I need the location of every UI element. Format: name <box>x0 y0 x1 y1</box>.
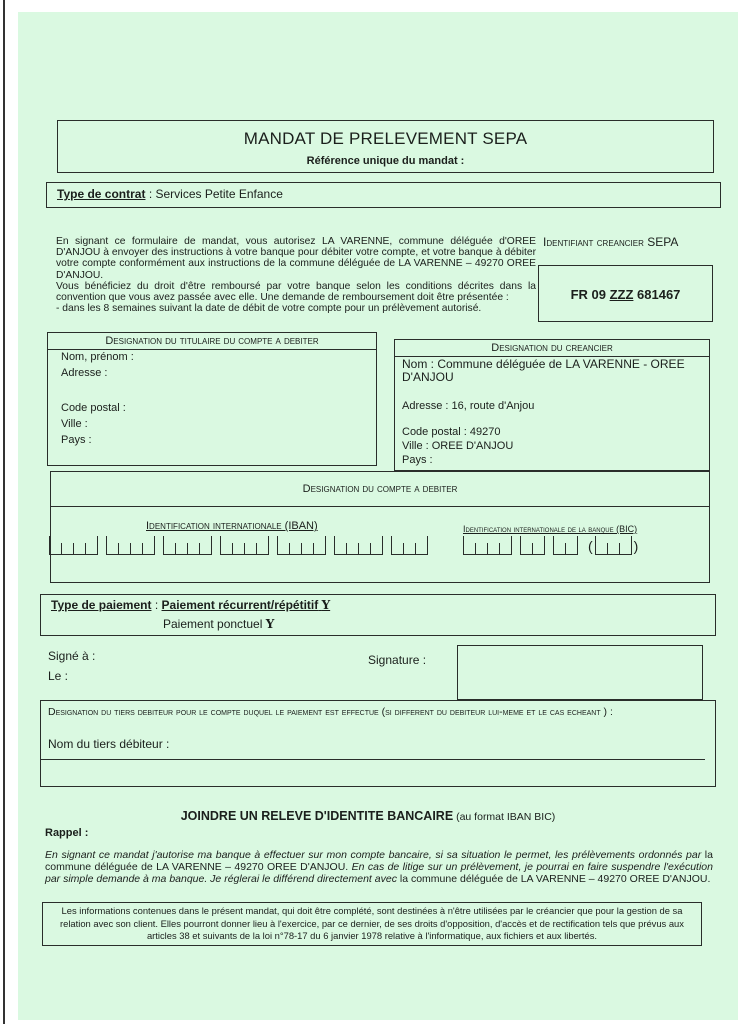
account-box <box>50 471 710 583</box>
open-paren: ( <box>588 537 593 554</box>
bic-group[interactable] <box>463 536 512 555</box>
character-cell[interactable] <box>620 536 632 554</box>
reminder-label: Rappel : <box>45 827 89 839</box>
character-cell[interactable] <box>131 543 143 554</box>
iban-group[interactable] <box>391 536 428 555</box>
bic-optional-group[interactable] <box>595 536 632 555</box>
account-header-divider <box>51 506 709 507</box>
checkbox-icon[interactable]: Y <box>321 598 331 612</box>
attach-rib-notice <box>18 807 718 825</box>
character-cell[interactable] <box>488 543 500 554</box>
character-cell[interactable] <box>416 536 428 554</box>
legal-notice-text: Les informations contenues dans le présent mandat, qui doit être complété, sont destinées à n'être utilisées par le créancier que pour la gestion de sa relation avec son client. Elles pourront donner lieu à l'exercice, par ce dernier, de ses droits d'opposition, d'accès et de rectification tels que prévus aux articles 38 et suivants de la loi n°78-17 du 6 janvier 1978 relative à l'informatique, aux fichiers et aux libertés. <box>60 905 684 941</box>
character-cell[interactable] <box>566 536 578 554</box>
bic-input[interactable] <box>463 536 640 555</box>
character-cell[interactable] <box>245 543 257 554</box>
character-cell[interactable] <box>143 536 155 554</box>
character-cell[interactable] <box>371 536 383 554</box>
close-paren: ) <box>633 537 639 554</box>
debtor-header-divider <box>48 349 376 350</box>
signed-at-field[interactable]: Signé à : <box>48 649 96 663</box>
reminder-text-part1: En signant ce mandat j'autorise ma banque à effectuer sur mon compte bancaire, si sa situation le permet, les prélèvements ordonnés par <box>45 849 702 861</box>
character-cell[interactable] <box>200 536 212 554</box>
character-cell[interactable] <box>314 536 326 554</box>
iban-group[interactable] <box>277 536 326 555</box>
character-cell[interactable] <box>500 536 512 554</box>
creditor-id-prefix: FR 09 <box>570 287 610 302</box>
debtor-header: Designation du titulaire du compte a debiter <box>105 335 319 347</box>
reminder-text-part3: En cas de litige sur un prélèvement, je pourrai en faire suspendre l'exécution par simple demande à ma banque. Je réglerai le différend directement avec <box>45 860 713 885</box>
creditor-address: Adresse : 16, route d'Anjou <box>402 400 535 412</box>
payment-type-row-recurrent <box>51 598 330 612</box>
iban-group[interactable] <box>334 536 383 555</box>
character-cell[interactable] <box>62 543 74 554</box>
bic-label: Identification internationale de la banque (BIC) <box>463 524 638 534</box>
creditor-name: Nom : Commune déléguée de LA VARENNE - OREE D'ANJOU <box>402 357 685 384</box>
date-field[interactable]: Le : <box>48 669 69 683</box>
character-cell[interactable] <box>221 543 233 554</box>
iban-input[interactable] <box>49 536 436 555</box>
intro-paragraph-2: Vous bénéficiez du droit d'être remboursé par votre banque selon les conditions décrites dans la convention que vous avez passée avec elle. Une demande de remboursement doit être présentée : <box>56 280 536 304</box>
creditor-box <box>394 339 710 471</box>
payment-oneoff-option[interactable] <box>163 617 274 631</box>
third-party-header: Designation du tiers debiteur pour le compte duquel le paiement est effectue (si different du debiteur lui-meme et le cas echeant ) : <box>48 706 613 718</box>
iban-group[interactable] <box>220 536 269 555</box>
character-cell[interactable] <box>290 543 302 554</box>
debtor-city-field[interactable]: Ville : <box>61 418 88 430</box>
creditor-city: Ville : OREE D'ANJOU <box>402 440 514 452</box>
mandate-reference-label: Référence unique du mandat : <box>306 155 465 167</box>
title-box <box>57 120 714 173</box>
character-cell[interactable] <box>554 543 566 554</box>
iban-group[interactable] <box>163 536 212 555</box>
reminder-text-part2: la commune déléguée de LA VARENNE – 49270 OREE D'ANJOU. <box>45 849 713 873</box>
contract-type-box <box>46 182 721 208</box>
character-cell[interactable] <box>257 536 269 554</box>
reminder-text <box>45 850 713 885</box>
creditor-id-box <box>538 265 713 322</box>
character-cell[interactable] <box>476 543 488 554</box>
character-cell[interactable] <box>404 543 416 554</box>
character-cell[interactable] <box>107 543 119 554</box>
character-cell[interactable] <box>392 543 404 554</box>
payment-type-box <box>40 594 716 636</box>
bic-group[interactable] <box>520 536 545 555</box>
third-party-name-field[interactable]: Nom du tiers débiteur : <box>48 737 170 751</box>
intro-paragraph-3: - dans les 8 semaines suivant la date de débit de votre compte pour un prélèvement autorisé. <box>56 303 482 315</box>
checkbox-icon[interactable]: Y <box>265 617 275 631</box>
bic-group[interactable] <box>553 536 578 555</box>
account-header: Designation du compte a debiter <box>302 483 458 495</box>
debtor-postal-code-field[interactable]: Code postal : <box>61 402 126 414</box>
third-party-name-underline <box>41 759 705 760</box>
scan-edge <box>3 0 5 1024</box>
legal-notice-box <box>42 902 702 946</box>
debtor-address-field[interactable]: Adresse : <box>61 367 108 379</box>
contract-type <box>57 187 283 201</box>
character-cell[interactable] <box>359 543 371 554</box>
payment-type-separator: : <box>154 598 159 612</box>
character-cell[interactable] <box>278 543 290 554</box>
debtor-box <box>47 332 377 466</box>
iban-group[interactable] <box>106 536 155 555</box>
payment-recurrent-option[interactable] <box>162 598 331 612</box>
character-cell[interactable] <box>464 543 476 554</box>
intro-text <box>56 236 536 314</box>
character-cell[interactable] <box>74 543 86 554</box>
contract-type-value: : Services Petite Enfance <box>148 187 283 201</box>
creditor-header: Designation du creancier <box>491 342 613 354</box>
creditor-id-zzz: ZZZ <box>609 287 634 302</box>
character-cell[interactable] <box>347 543 359 554</box>
signature-box[interactable] <box>457 645 703 700</box>
character-cell[interactable] <box>119 543 131 554</box>
third-party-box <box>40 700 716 787</box>
payment-recurrent-label: Paiement récurrent/répétitif <box>161 598 319 612</box>
page-title: MANDAT DE PRELEVEMENT SEPA <box>243 129 528 148</box>
character-cell[interactable] <box>233 543 245 554</box>
signature-label: Signature : <box>368 653 427 667</box>
debtor-country-field[interactable]: Pays : <box>61 434 92 446</box>
character-cell[interactable] <box>188 543 200 554</box>
character-cell[interactable] <box>596 543 608 554</box>
character-cell[interactable] <box>86 536 98 554</box>
character-cell[interactable] <box>164 543 176 554</box>
character-cell[interactable] <box>176 543 188 554</box>
creditor-country: Pays : <box>402 454 433 466</box>
character-cell[interactable] <box>521 543 533 554</box>
payment-type-label: Type de paiement <box>51 598 152 612</box>
form-page <box>18 12 738 1020</box>
debtor-name-field[interactable]: Nom, prénom : <box>61 351 134 363</box>
creditor-id-number: 681467 <box>633 287 681 302</box>
iban-group[interactable] <box>49 536 98 555</box>
character-cell[interactable] <box>50 543 62 554</box>
intro-paragraph-1: En signant ce formulaire de mandat, vous autorisez LA VARENNE, commune déléguée d'OREE D'ANJOU à envoyer des instructions à votre banque pour débiter votre compte, et votre banque à débiter votre compte conformément aux instructions de la commune déléguée de LA VARENNE – 49270 OREE D'ANJOU. <box>56 236 536 281</box>
character-cell[interactable] <box>302 543 314 554</box>
payment-oneoff-label: Paiement ponctuel <box>163 617 263 631</box>
iban-label: Identification internationale (IBAN) <box>146 520 318 532</box>
creditor-id-value <box>539 287 712 302</box>
creditor-id-label: Identifiant creancier SEPA <box>543 235 679 249</box>
attach-rib-suffix: (au format IBAN BIC) <box>453 811 556 823</box>
character-cell[interactable] <box>335 543 347 554</box>
creditor-postal-code: Code postal : 49270 <box>402 426 501 438</box>
attach-rib-main: JOINDRE UN RELEVE D'IDENTITE BANCAIRE <box>180 809 454 823</box>
character-cell[interactable] <box>608 543 620 554</box>
contract-type-label: Type de contrat <box>57 187 146 201</box>
reminder-text-part4: la commune déléguée de LA VARENNE – 49270 OREE D'ANJOU. <box>396 872 711 885</box>
character-cell[interactable] <box>533 536 545 554</box>
